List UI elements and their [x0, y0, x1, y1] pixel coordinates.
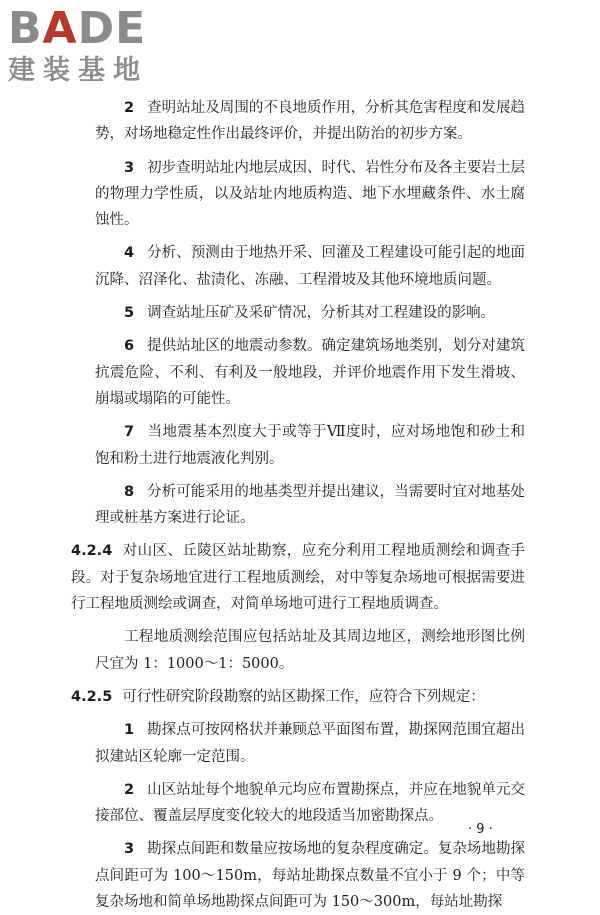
logo-wordmark: BADE [8, 3, 147, 54]
clause-item-2: 2 查明站址及周围的不良地质作用，分析其危害程度和发展趋势，对场地稳定性作出最终评价，并提出防治的初步方案。 [95, 100, 525, 143]
page-number: · 9 · [468, 822, 493, 837]
logo-subtitle: 建装基地 [8, 55, 148, 86]
clause-item-8: 8 分析可能采用的地基类型并提出建议，当需要时宜对地基处理或桩基方案进行论证。 [95, 483, 525, 527]
clause-item-7: 7 当地震基本烈度大于或等于Ⅶ度时，应对场地饱和砂土和饱和粉土进行地震液化判别。 [95, 424, 525, 467]
clause-4-2-5-item-3: 3 勘探点间距和数量应按场地的复杂程度确定。复杂场地勘探点间距可为 100～150m，每站址勘探点数量不宜小于 9 个；中等复杂场地和简单场地勘探点间距可为 150～300m，每站址勘探 [95, 841, 525, 911]
document-body [71, 95, 525, 915]
section-4-2-4: 4.2.4 对山区、丘陵区站址勘察，应充分利用工程地质测绘和调查手段。对于复杂场地宜进行工程地质测绘，对中等复杂场地可根据需要进行工程地质测绘或调查，对简单场地可进行工程地质调查。 [71, 543, 525, 613]
clause-item-4: 4 分析、预测由于地热开采、回灌及工程建设可能引起的地面沉降、沼泽化、盐渍化、冻融、工程滑坡及其他环境地质问题。 [95, 245, 525, 288]
clause-item-5: 5 调查站址压矿及采矿情况，分析其对工程建设的影响。 [124, 305, 496, 322]
mapping-scope-paragraph: 工程地质测绘范围应包括站址及其周边地区，测绘地形图比例尺宜为 1：1000～1：5000。 [95, 629, 525, 672]
clause-item-6: 6 提供站址区的地震动参数。确定建筑场地类别，划分对建筑抗震危险、不利、有利及一般地段，并评价地震作用下发生滑坡、崩塌或塌陷的可能性。 [95, 338, 525, 407]
bade-logo [8, 4, 183, 94]
clause-4-2-5-item-2: 2 山区站址每个地貌单元均应布置勘探点，并应在地貌单元交接部位、覆盖层厚度变化较大的地段适当加密勘探点。 [95, 781, 525, 825]
clause-item-3: 3 初步查明站址内地层成因、时代、岩性分布及各主要岩土层的物理力学性质，以及站址内地质构造、地下水埋藏条件、水土腐蚀性。 [95, 159, 525, 229]
section-4-2-5: 4.2.5 可行性研究阶段勘察的站区勘探工作，应符合下列规定： [71, 688, 485, 705]
clause-4-2-5-item-1: 1 勘探点可按网格状并兼顾总平面图布置，勘探网范围宜超出拟建站区轮廓一定范围。 [95, 722, 525, 765]
